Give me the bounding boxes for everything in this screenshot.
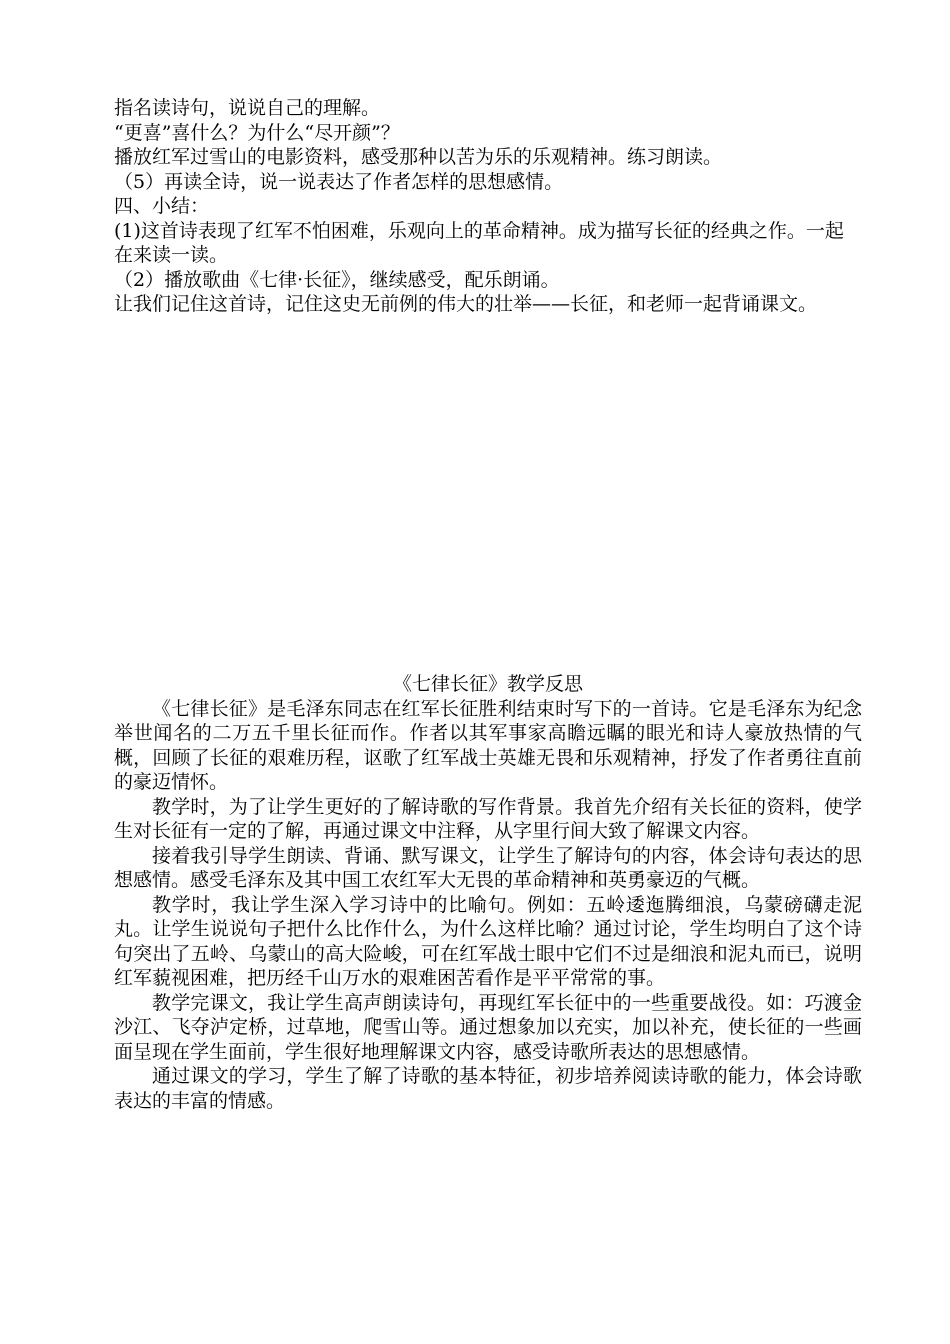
- text-line: “更喜”喜什么？为什么“尽开颜”？: [114, 121, 400, 144]
- reflection-paragraph: 教学完课文，我让学生高声朗读诗句，再现红军长征中的一些重要战役。如：巧渡金沙江、飞夺泸定桥，过草地，爬雪山等。通过想象加以充实，加以补充，使长征的一些画面呈现在学生面前，学生很好地理解课文内容，感受诗歌所表达的思想感情。: [114, 991, 862, 1063]
- text-line: 让我们记住这首诗，记住这史无前例的伟大的壮举——长征，和老师一起背诵课文。: [114, 293, 818, 315]
- text-line: 指名读诗句，说说自己的理解。: [114, 97, 381, 119]
- text-line: (1)这首诗表现了红军不怕困难，乐观向上的革命精神。成为描写长征的经典之作。一起在来读一读。: [114, 219, 844, 266]
- reflection-paragraph: 接着我引导学生朗读、背诵、默写课文，让学生了解诗句的内容，体会诗句表达的思想感情。感受毛泽东及其中国工农红军大无畏的革命精神和英勇豪迈的气概。: [114, 844, 862, 891]
- reflection-title: 《七律长征》教学反思: [392, 673, 583, 695]
- reflection-paragraph: 教学时，为了让学生更好的了解诗歌的写作背景。我首先介绍有关长征的资料，使学生对长征有一定的了解，再通过课文中注释，从字里行间大致了解课文内容。: [114, 795, 862, 842]
- reflection-paragraph: 教学时，我让学生深入学习诗中的比喻句。例如：五岭逶迤腾细浪，乌蒙磅礴走泥丸。让学生说说句子把什么比作什么，为什么这样比喻？通过讨论，学生均明白了这个诗句突出了五岭、乌蒙山的高大险峻，可在红军战士眼中它们不过是细浪和泥丸而已，说明红军藐视困难，把历经千山万水的艰难困苦看作是平平常常的事。: [114, 893, 862, 989]
- lesson-plan-ending: [114, 96, 862, 317]
- text-line: （5）再读全诗，说一说表达了作者怎样的思想感情。: [114, 170, 564, 193]
- reflection-paragraph: 《七律长征》是毛泽东同志在红军长征胜利结束时写下的一首诗。它是毛泽东为纪念举世闻名的二万五千里长征而作。作者以其军事家高瞻远瞩的眼光和诗人豪放热情的气概，回顾了长征的艰难历程，讴歌了红军战士英雄无畏和乐观精神，抒发了作者勇往直前的豪迈情怀。: [114, 697, 862, 793]
- section-heading-summary: 四、小结：: [114, 195, 210, 217]
- text-line: （2）播放歌曲《七律·长征》，继续感受，配乐朗诵。: [114, 268, 560, 291]
- text-line: 播放红军过雪山的电影资料，感受那种以苦为乐的乐观精神。练习朗读。: [114, 146, 723, 168]
- teaching-reflection: [114, 672, 862, 1113]
- reflection-paragraph: 通过课文的学习，学生了解了诗歌的基本特征，初步培养阅读诗歌的能力，体会诗歌表达的丰富的情感。: [114, 1065, 862, 1112]
